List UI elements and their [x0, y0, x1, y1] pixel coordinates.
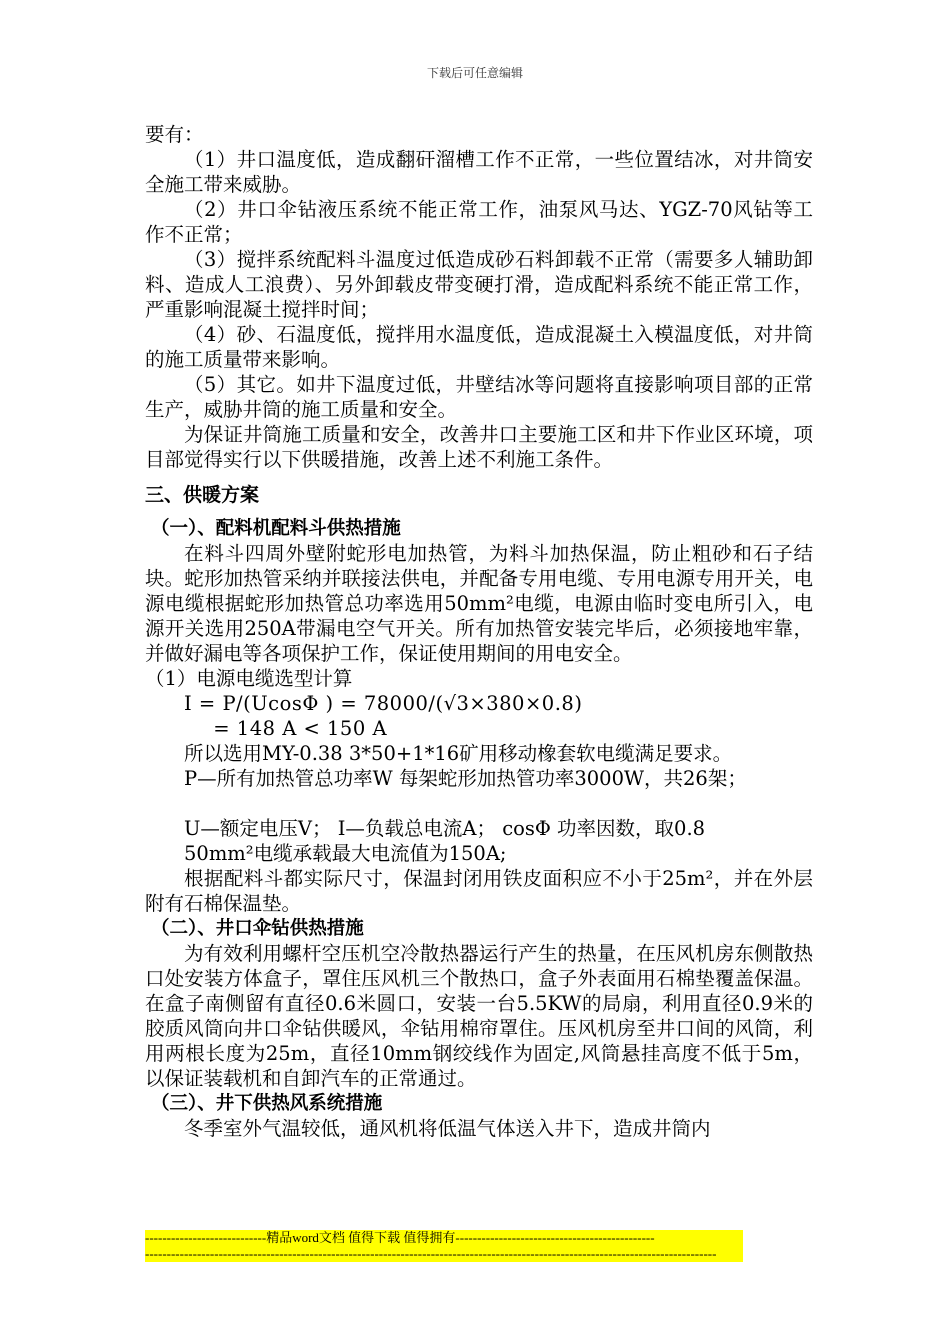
blank-line	[145, 791, 813, 816]
power-definition: P—所有加热管总功率W 每架蛇形加热管功率3000W，共26架；	[184, 767, 747, 790]
footer-line-1: ----------------------------精品word文档 值得下载 值得拥有----------------------------------------------	[145, 1230, 655, 1245]
cable-max-current: 50mm²电缆承载最大电流值为150A;	[184, 842, 507, 865]
list-item-2: （2）井口伞钻液压系统不能正常工作，油泵风马达、YGZ-70风钻等工作不正常；	[145, 198, 813, 246]
voltage-definition: U—额定电压V； I—负载总电流A； cosΦ 功率因数，取0.8	[184, 817, 706, 840]
guarantee-paragraph: 为保证井筒施工质量和安全，改善井口主要施工区和井下作业区环境，项目部觉得实行以下供暖措施，改善上述不利施工条件。	[145, 423, 813, 471]
sheet-area-text: 根据配料斗都实际尺寸，保温封闭用铁皮面积应不小于25m²，并在外层附有石棉保温垫。	[145, 867, 813, 915]
cable-choice-text: 所以选用MY-0.38 3*50+1*16矿用移动橡套软电缆满足要求。	[184, 742, 733, 765]
subsection-1-heading: （一）、配料机配料斗供热措施	[151, 518, 401, 539]
calc-heading: （1）电源电缆选型计算	[145, 667, 353, 690]
subsection-1-paragraph: 在料斗四周外壁附蛇形电加热管，为料斗加热保温，防止粗砂和石子结块。蛇形加热管采纳并联接法供电，并配备专用电缆、专用电源专用开关，电源电缆根据蛇形加热管总功率选用50mm²电缆，电源由临时变电所引入，电源开关选用250A带漏电空气开关。所有加热管安装完毕后，必须接地牢靠，并做好漏电等各项保护工作，保证使用期间的用电安全。	[145, 542, 813, 665]
formula-line-1: I = P/(UcosΦ ) = 78000/(√3×380×0.8)	[184, 692, 583, 715]
section-3-heading: 三、供暖方案	[145, 484, 260, 506]
page-header: 下载后可任意编辑	[426, 66, 523, 80]
list-item-3: （3）搅拌系统配料斗温度过低造成砂石料卸载不正常（需要多人辅助卸料、造成人工浪费）、另外卸载皮带变硬打滑，造成配料系统不能正常工作，严重影响混凝土搅拌时间；	[145, 248, 813, 321]
subsection-3-heading: （三）、井下供热风系统措施	[151, 1093, 383, 1114]
list-item-5: （5）其它。如井下温度过低，井壁结冰等问题将直接影响项目部的正常生产，威胁井筒的施工质量和安全。	[145, 373, 813, 421]
footer-banner	[145, 1230, 743, 1262]
subsection-3-paragraph: 冬季室外气温较低，通风机将低温气体送入井下，造成井筒内	[184, 1117, 711, 1140]
list-item-4: （4）砂、石温度低，搅拌用水温度低，造成混凝土入模温度低，对井筒的施工质量带来影响。	[145, 323, 813, 371]
document-body	[145, 122, 813, 1141]
subsection-2-paragraph: 为有效利用螺杆空压机空冷散热器运行产生的热量，在压风机房东侧散热口处安装方体盒子，罩住压风机三个散热口，盒子外表面用石棉垫覆盖保温。在盒子南侧留有直径0.6米圆口，安装一台5.5KW的局扇，利用直径0.9米的胶质风筒向井口伞钻供暖风，伞钻用棉帘罩住。压风机房至井口间的风筒，利用两根长度为25m，直径10mm钢绞线作为固定,风筒悬挂高度不低于5m，以保证装载机和自卸汽车的正常通过。	[145, 942, 813, 1090]
footer-line-2: ------------------------------------------------------------------------------------------------------------------------------------	[145, 1246, 717, 1261]
subsection-2-heading: （二）、井口伞钻供热措施	[151, 918, 364, 939]
list-item-1: （1）井口温度低，造成翻矸溜槽工作不正常，一些位置结冰，对井筒安全施工带来威胁。	[145, 148, 813, 196]
formula-line-2: = 148 A < 150 A	[213, 717, 388, 740]
intro-text: 要有：	[145, 123, 204, 146]
